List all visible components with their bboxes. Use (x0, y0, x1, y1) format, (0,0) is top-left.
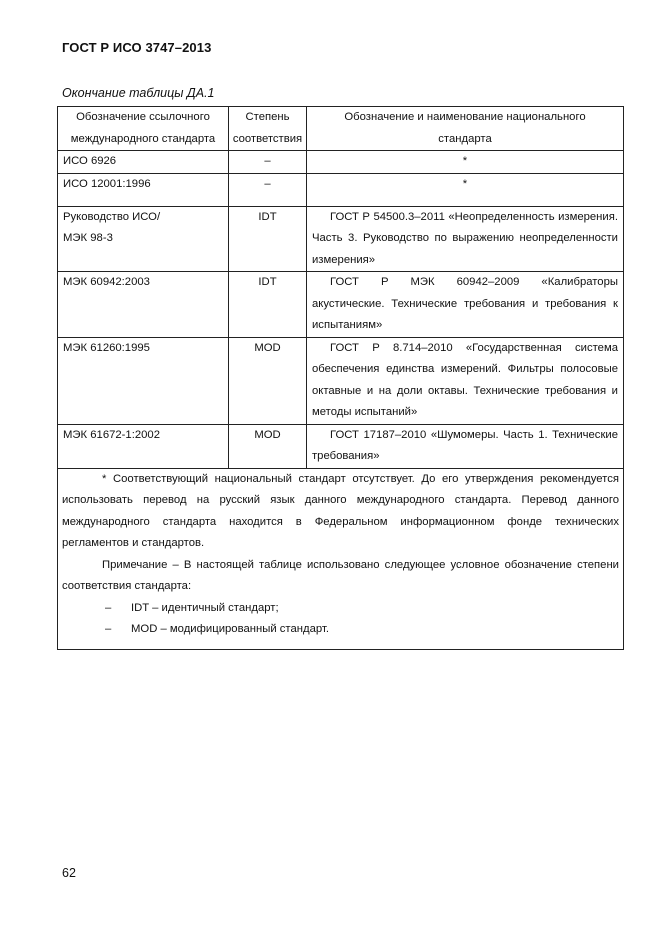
reference-standard-cell: Руководство ИСО/МЭК 98-3 (58, 206, 229, 272)
standards-table (57, 106, 624, 650)
legend-text: IDT – идентичный стандарт; (131, 601, 279, 614)
note: Примечание – В настоящей таблице использовано следующее условное обозначение степени соответствия стандарта: (62, 558, 619, 592)
dash-marker: – (105, 623, 112, 635)
degree-cell: – (229, 151, 307, 174)
column-header-reference-standard: Обозначение ссылочного международного стандарта (58, 107, 229, 151)
national-standard-cell: ГОСТ 17187–2010 «Шумомеры. Часть 1. Технические требования» (307, 424, 624, 468)
table-row (58, 272, 624, 338)
legend-item-idt (62, 598, 619, 620)
legend-item-mod (62, 619, 619, 649)
reference-standard-cell: МЭК 61672-1:2002 (58, 424, 229, 468)
page-number: 62 (62, 866, 76, 880)
degree-cell: IDT (229, 206, 307, 272)
column-header-national-standard: Обозначение и наименование национального стандарта (307, 107, 624, 151)
table-caption: Окончание таблицы ДА.1 (62, 86, 215, 100)
table-row (58, 337, 624, 424)
national-standard-cell: * (307, 151, 624, 174)
degree-cell: MOD (229, 424, 307, 468)
reference-standard-cell: МЭК 60942:2003 (58, 272, 229, 338)
degree-cell: IDT (229, 272, 307, 338)
table-row (58, 206, 624, 272)
table-notes-row (58, 468, 624, 649)
reference-standard-cell: ИСО 12001:1996 (58, 173, 229, 206)
reference-standard-cell: МЭК 61260:1995 (58, 337, 229, 424)
table-header-row (58, 107, 624, 151)
national-standard-cell: ГОСТ Р 54500.3–2011 «Неопределенность измерения. Часть 3. Руководство по выражению неопределенности измерения» (307, 206, 624, 272)
degree-cell: – (229, 173, 307, 206)
national-standard-cell: ГОСТ Р 8.714–2010 «Государственная система обеспечения единства измерений. Фильтры полосовые октавные и на доли октавы. Технические требования и методы испытаний» (307, 337, 624, 424)
reference-standard-cell: ИСО 6926 (58, 151, 229, 174)
column-header-degree: Степень соответствия (229, 107, 307, 151)
table-notes (58, 468, 624, 649)
footnote: * Соответствующий национальный стандарт отсутствует. До его утверждения рекомендуется использовать перевод на русский язык данного международного стандарта. Перевод данного международного стандарта находится в Федеральном информационном фонде технических регламентов и стандартов. (62, 472, 619, 549)
degree-cell: MOD (229, 337, 307, 424)
table-row (58, 424, 624, 468)
legend-text: MOD – модифицированный стандарт. (131, 623, 329, 635)
document-title: ГОСТ Р ИСО 3747–2013 (62, 40, 212, 55)
national-standard-cell: ГОСТ Р МЭК 60942–2009 «Калибраторы акустические. Технические требования и требования к испытаниям» (307, 272, 624, 338)
table-row (58, 151, 624, 174)
table-row (58, 173, 624, 206)
table-header (58, 107, 624, 151)
national-standard-cell: * (307, 173, 624, 206)
dash-marker: – (105, 601, 112, 614)
